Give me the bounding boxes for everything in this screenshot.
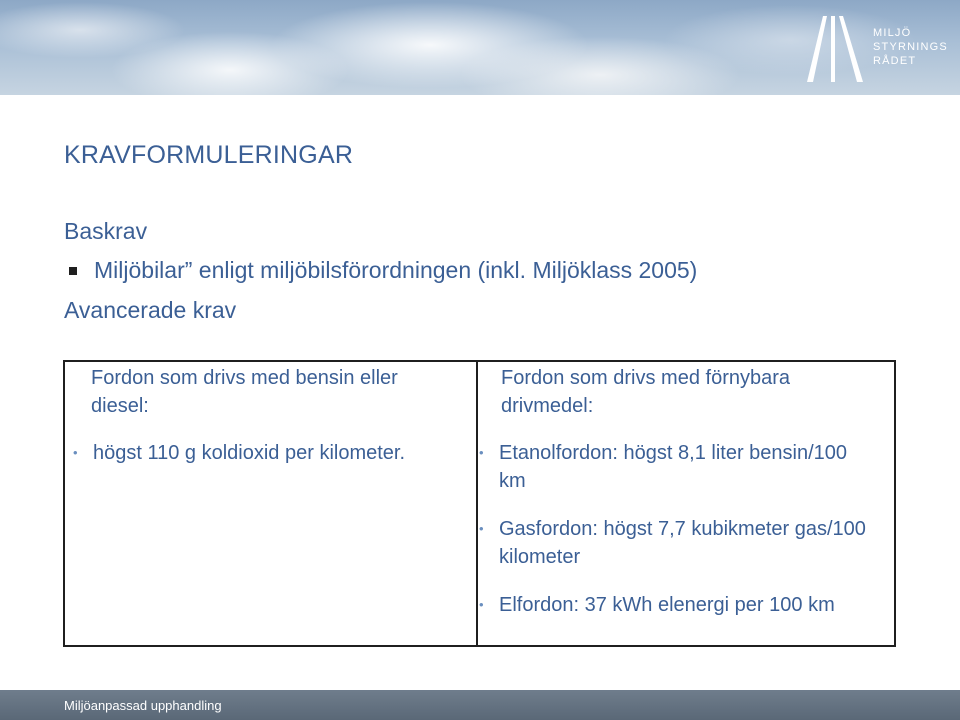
right-list-item (479, 515, 879, 571)
footer-text: Miljöanpassad upphandling (64, 698, 222, 713)
right-item-text: Gasfordon: högst 7,7 kubikmeter gas/100 kilometer (499, 518, 866, 568)
bullet-icon: • (73, 445, 78, 460)
logo-text (873, 26, 948, 68)
left-item-text: högst 110 g koldioxid per kilometer. (93, 442, 406, 464)
logo-mark-icon (803, 14, 867, 84)
header-banner (0, 0, 960, 95)
right-column-header: Fordon som drivs med förnybara drivmedel: (501, 367, 791, 417)
slide-title: KRAVFORMULERINGAR (64, 141, 354, 169)
logo-line-3: RÅDET (873, 55, 917, 67)
requirements-table (63, 360, 896, 647)
logo-line-1: MILJÖ (873, 27, 912, 39)
right-item-text: Elfordon: 37 kWh elenergi per 100 km (499, 594, 835, 616)
left-column-header: Fordon som drivs med bensin eller diesel: (91, 367, 398, 417)
bullet-icon: • (479, 445, 484, 460)
right-list-item (479, 439, 879, 495)
square-bullet-icon (69, 267, 77, 275)
footer-bar (0, 690, 960, 720)
right-item-text: Etanolfordon: högst 8,1 liter bensin/100 km (499, 442, 848, 492)
basic-requirement-text: Miljöbilar” enligt miljöbilsförordningen (inkl. Miljöklass 2005) (94, 257, 698, 283)
basic-requirements-heading: Baskrav (64, 218, 148, 244)
logo-line-2: STYRNINGS (873, 41, 948, 53)
right-list-item (479, 591, 879, 619)
column-divider (476, 362, 478, 645)
bullet-icon: • (479, 597, 484, 612)
left-list-item (73, 439, 473, 467)
miljostyrningsradet-logo (803, 14, 953, 84)
advanced-requirements-heading: Avancerade krav (64, 297, 237, 323)
bullet-icon: • (479, 521, 484, 536)
